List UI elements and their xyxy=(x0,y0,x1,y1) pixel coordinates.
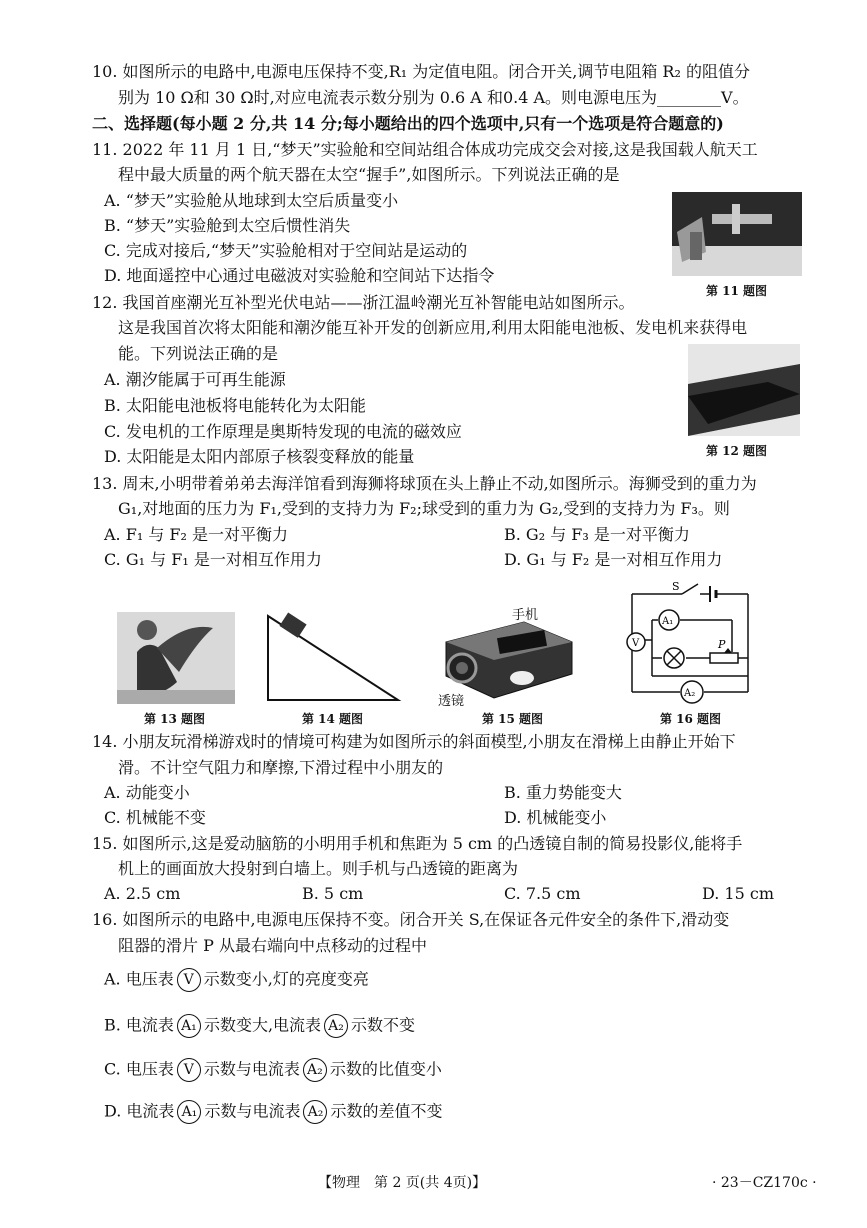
fig11-space-station-photo xyxy=(672,192,802,276)
fig14-caption: 第 14 题图 xyxy=(302,712,364,726)
q12-option-a: A. 潮汐能属于可再生能源 xyxy=(104,370,286,389)
q15-option-a: A. 2.5 cm xyxy=(104,884,181,903)
page-footer: 【物理 第 2 页(共 4页)】 xyxy=(318,1175,487,1191)
q16d-mid: 示数与电流表 xyxy=(204,1101,301,1121)
fig16-ammeter2-label: A₂ xyxy=(684,688,696,699)
q16c-pre: C. 电压表 xyxy=(104,1059,174,1079)
q16b-post: 示数不变 xyxy=(351,1015,416,1035)
ammeter1-symbol: A₁ xyxy=(177,1100,201,1124)
q15-line2: 机上的画面放大投射到白墙上。则手机与凸透镜的距离为 xyxy=(118,859,519,878)
fig13-sea-lion-photo xyxy=(117,612,235,704)
q16d-post: 示数的差值不变 xyxy=(330,1101,443,1121)
fig12-solar-station-photo xyxy=(688,344,800,436)
voltmeter-symbol: V xyxy=(177,968,201,992)
fig15-caption: 第 15 题图 xyxy=(482,712,544,726)
q11-option-b: B. “梦天”实验舱到太空后惯性消失 xyxy=(104,216,351,235)
fig13-caption: 第 13 题图 xyxy=(144,712,206,726)
fig16-ammeter1-label: A₁ xyxy=(662,616,674,627)
q14-line2: 滑。不计空气阻力和摩擦,下滑过程中小朋友的 xyxy=(118,758,444,777)
q16c-mid: 示数与电流表 xyxy=(203,1059,300,1079)
q14-option-d: D. 机械能变小 xyxy=(504,808,607,827)
fig14-slope-diagram xyxy=(262,608,402,704)
voltmeter-symbol: V xyxy=(177,1058,201,1082)
q16-option-a xyxy=(104,968,369,992)
q13-option-d: D. G₁ 与 F₂ 是一对相互作用力 xyxy=(504,550,723,569)
q16b-pre: B. 电流表 xyxy=(104,1015,174,1035)
fig15-lens-label: 透镜 xyxy=(438,694,465,709)
fig16-voltmeter-label: V xyxy=(632,638,640,649)
q14-option-b: B. 重力势能变大 xyxy=(504,783,622,802)
q14-line1: 14. 小朋友玩滑梯游戏时的情境可构建为如图所示的斜面模型,小朋友在滑梯上由静止开始下 xyxy=(92,732,736,751)
q16b-mid: 示数变大,电流表 xyxy=(203,1015,322,1035)
section2-heading: 二、选择题(每小题 2 分,共 14 分;每小题给出的四个选项中,只有一个选项是符合题意的) xyxy=(92,114,724,133)
q13-option-b: B. G₂ 与 F₃ 是一对平衡力 xyxy=(504,525,690,544)
q15-option-b: B. 5 cm xyxy=(302,884,364,903)
q16d-pre: D. 电流表 xyxy=(104,1101,175,1121)
q12-line1: 12. 我国首座潮光互补型光伏电站——浙江温岭潮光互补智能电站如图所示。 xyxy=(92,293,635,312)
q16-option-c xyxy=(104,1058,442,1082)
q16c-post: 示数的比值变小 xyxy=(329,1059,442,1079)
fig16-slider-label: P xyxy=(718,638,726,651)
q11-line2: 程中最大质量的两个航天器在太空“握手”,如图所示。下列说法正确的是 xyxy=(118,165,620,184)
q13-line1: 13. 周末,小明带着弟弟去海洋馆看到海狮将球顶在头上静止不动,如图所示。海狮受到的重力为 xyxy=(92,474,757,493)
q12-option-b: B. 太阳能电池板将电能转化为太阳能 xyxy=(104,396,366,415)
q10-line1: 10. 如图所示的电路中,电源电压保持不变,R₁ 为定值电阻。闭合开关,调节电阻箱 R₂ 的阻值分 xyxy=(92,62,750,81)
q11-option-d: D. 地面遥控中心通过电磁波对实验舱和空间站下达指令 xyxy=(104,266,495,285)
q13-option-c: C. G₁ 与 F₁ 是一对相互作用力 xyxy=(104,550,322,569)
q16a-post: 示数变小,灯的亮度变亮 xyxy=(203,969,369,989)
q14-option-a: A. 动能变小 xyxy=(104,783,190,802)
q11-line1: 11. 2022 年 11 月 1 日,“梦天”实验舱和空间站组合体成功完成交会对接,这是我国载人航天工 xyxy=(92,140,758,159)
fig11-caption: 第 11 题图 xyxy=(706,284,768,298)
fig15-phone-label: 手机 xyxy=(512,608,539,623)
q12-line2: 这是我国首次将太阳能和潮汐能互补开发的创新应用,利用太阳能电池板、发电机来获得电 xyxy=(118,318,748,337)
q11-option-a: A. “梦天”实验舱从地球到太空后质量变小 xyxy=(104,191,399,210)
q15-option-d: D. 15 cm xyxy=(702,884,775,903)
q12-line3: 能。下列说法正确的是 xyxy=(118,344,279,363)
q16-line2: 阻器的滑片 P 从最右端向中点移动的过程中 xyxy=(118,936,427,955)
q12-option-d: D. 太阳能是太阳内部原子核裂变释放的能量 xyxy=(104,447,415,466)
exam-code: · 23－CZ170c · xyxy=(712,1175,817,1191)
q16a-pre: A. 电压表 xyxy=(104,969,174,989)
q10-line2: 别为 10 Ω和 30 Ω时,对应电流表示数分别为 0.6 A 和0.4 A。则电源电压为________V。 xyxy=(118,88,749,107)
q15-line1: 15. 如图所示,这是爱动脑筋的小明用手机和焦距为 5 cm 的凸透镜自制的简易投影仪,能将手 xyxy=(92,834,743,853)
ammeter1-symbol: A₁ xyxy=(177,1014,201,1038)
q15-option-c: C. 7.5 cm xyxy=(504,884,581,903)
q13-option-a: A. F₁ 与 F₂ 是一对平衡力 xyxy=(104,525,289,544)
ammeter2-symbol: A₂ xyxy=(303,1100,327,1124)
q11-option-c: C. 完成对接后,“梦天”实验舱相对于空间站是运动的 xyxy=(104,241,468,260)
q12-option-c: C. 发电机的工作原理是奥斯特发现的电流的磁效应 xyxy=(104,422,462,441)
ammeter2-symbol: A₂ xyxy=(324,1014,348,1038)
ammeter2-symbol: A₂ xyxy=(303,1058,327,1082)
fig16-switch-label: S xyxy=(672,580,680,593)
q13-line2: G₁,对地面的压力为 F₁,受到的支持力为 F₂;球受到的重力为 G₂,受到的支持力为 F₃。则 xyxy=(118,499,730,518)
q16-option-d xyxy=(104,1100,442,1124)
q14-option-c: C. 机械能不变 xyxy=(104,808,206,827)
q16-option-b xyxy=(104,1014,415,1038)
fig16-caption: 第 16 题图 xyxy=(660,712,722,726)
q16-line1: 16. 如图所示的电路中,电源电压保持不变。闭合开关 S,在保证各元件安全的条件下,滑动变 xyxy=(92,910,730,929)
fig12-caption: 第 12 题图 xyxy=(706,444,768,458)
fig16-circuit-diagram xyxy=(622,580,756,708)
